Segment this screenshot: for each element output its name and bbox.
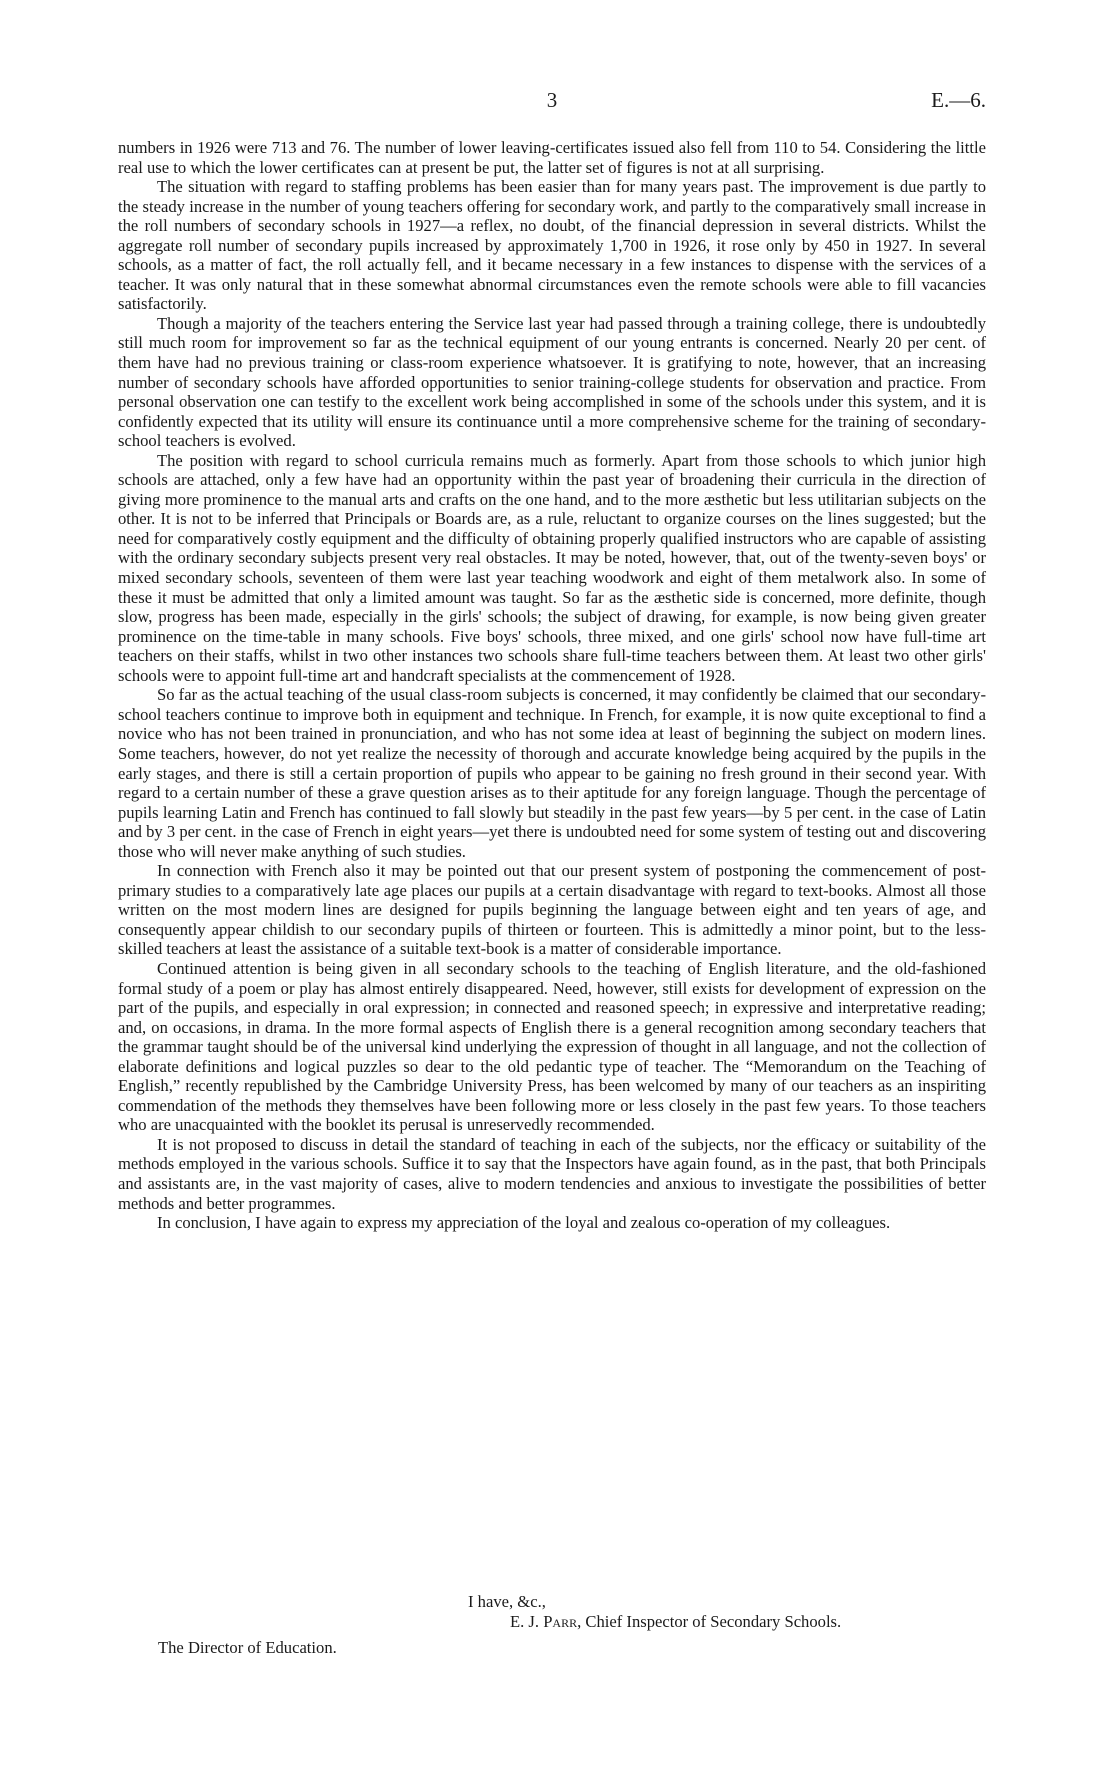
- addressee: The Director of Education.: [158, 1638, 337, 1657]
- paragraph-conclusion: In conclusion, I have again to express my appreciation of the loyal and zealous co-operation of my colleagues.: [157, 1213, 891, 1233]
- paragraph-methods: It is not proposed to discuss in detail the standard of teaching in each of the subjects, nor the efficacy or suitability of the methods employed in the various schools. Suffice it to say that the Inspectors have again found, as in the past, that both Principals and assistants are, in the vast majority of cases, alive to modern tendencies and anxious to investigate the possibilities of better methods and better programmes.: [118, 1134, 986, 1213]
- signature-line: [510, 1612, 841, 1632]
- paragraph-staffing: The situation with regard to staffing problems has been easier than for many years past. The improvement is due partly to the steady increase in the number of young teachers offering for secondary work, and partly to the comparatively small increase in the roll numbers of secondary schools in 1927—a reflex, no doubt, of the financial depression in several districts. Whilst the aggregate roll number of secondary pupils increased by approximately 1,700 in 1926, it rose only by 450 in 1927. In several schools, as a matter of fact, the roll actually fell, and it became necessary in a few instances to dispense with the services of a teacher. It was only natural that in these somewhat abnormal circumstances even the remote schools were able to fill vacancies satisfactorily.: [118, 177, 986, 314]
- closing-salutation: I have, &c.,: [468, 1592, 546, 1611]
- paragraph-certificates: numbers in 1926 were 713 and 76. The number of lower leaving-certificates issued also fell from 110 to 54. Considering the little real use to which the lower certificates can at present be put, the latter set of figures is not at all surprising.: [118, 138, 986, 177]
- signatory-title: , Chief Inspector of Secondary Schools.: [577, 1612, 842, 1631]
- page-number: 3: [546, 88, 558, 112]
- document-reference: E.—6.: [931, 88, 986, 112]
- paragraph-english-literature: Continued attention is being given in all secondary schools to the teaching of English literature, and the old-fashioned formal study of a poem or play has almost entirely disappeared. Need, however, still exists for development of expression on the part of the pupils, and especially in oral expression; in connected and reasoned speech; in expressive and interpretative reading; and, on occasions, in drama. In the more formal aspects of English there is a general recognition among secondary teachers that the grammar taught should be of the universal kind underlying the expression of thought in all language, and not the collection of elaborate definitions and logical puzzles so dear to the old pedantic type of teacher. The “Memorandum on the Teaching of English,” recently republished by the Cambridge University Press, has been welcomed by many of our teachers as an inspiriting commendation of the methods they themselves have been following more or less closely in the past few years. To those teachers who are unacquainted with the booklet its perusal is unreservedly recommended.: [118, 958, 986, 1135]
- page-header: [118, 88, 986, 118]
- paragraph-french-textbooks: In connection with French also it may be pointed out that our present system of postponing the commencement of post-primary studies to a comparatively late age places our pupils at a certain disadvantage with regard to text-books. Almost all those written on the most modern lines are designed for pupils beginning the language between eight and ten years of age, and consequently appear childish to our secondary pupils of thirteen or fourteen. This is admittedly a minor point, but to the less-skilled teachers at least the assistance of a suitable text-book is a matter of considerable importance.: [118, 861, 986, 959]
- signatory-surname: Parr: [543, 1612, 578, 1631]
- signatory-initials: E. J.: [510, 1612, 540, 1631]
- report-body: [118, 138, 986, 1233]
- paragraph-teacher-training: Though a majority of the teachers entering the Service last year had passed through a training college, there is undoubtedly still much room for improvement so far as the technical equipment of our young entrants is concerned. Nearly 20 per cent. of them have had no previous training or class-room experience whatsoever. It is gratifying to note, however, that an increasing number of secondary schools have afforded opportunities to senior training-college students for observation and practice. From personal observation one can testify to the excellent work being accomplished in some of the schools under this system, and it is confidently expected that its utility will ensure its continuance until a more comprehensive scheme for the training of secondary-school teachers is evolved.: [118, 313, 986, 451]
- paragraph-curricula: The position with regard to school curricula remains much as formerly. Apart from those schools to which junior high schools are attached, only a few have had an opportunity within the past year of broadening their curricula in the direction of giving more prominence to the manual arts and crafts on the one hand, and to the more æsthetic but less utilitarian subjects on the other. It is not to be inferred that Principals or Boards are, as a rule, reluctant to organize courses on the lines suggested; but the need for comparatively costly equipment and the difficulty of obtaining properly qualified instructors who are capable of assisting with the ordinary secondary subjects present very real obstacles. It may be noted, however, that, out of the twenty-seven boys' or mixed secondary schools, seventeen of them were last year teaching woodwork and eight of them metalwork also. In some of these it must be admitted that only a limited amount was taught. So far as the æsthetic side is concerned, more definite, though slow, progress has been made, especially in the girls' schools; the subject of drawing, for example, is now being given greater prominence on the time-table in many schools. Five boys' schools, three mixed, and one girls' school now have full-time art teachers on their staffs, whilst in two other instances two schools share full-time teachers between them. At least two other girls' schools were to appoint full-time art and handcraft specialists at the commencement of 1928.: [118, 450, 986, 685]
- paragraph-classroom-teaching: So far as the actual teaching of the usual class-room subjects is concerned, it may confidently be claimed that our secondary-school teachers continue to improve both in equipment and technique. In French, for example, it is now quite exceptional to find a novice who has not been trained in pronunciation, and who has not some idea at least of beginning the subject on modern lines. Some teachers, however, do not yet realize the necessity of thorough and accurate knowledge being acquired by the pupils in the early stages, and there is still a certain proportion of pupils who appear to be gaining no fresh ground in their second year. With regard to a certain number of these a grave question arises as to their aptitude for any foreign language. Though the percentage of pupils learning Latin and French has continued to fall slowly but steadily in the past few years—by 5 per cent. in the case of Latin and by 3 per cent. in the case of French in eight years—yet there is undoubted need for some system of testing out and discovering those who will never make anything of such studies.: [118, 685, 986, 861]
